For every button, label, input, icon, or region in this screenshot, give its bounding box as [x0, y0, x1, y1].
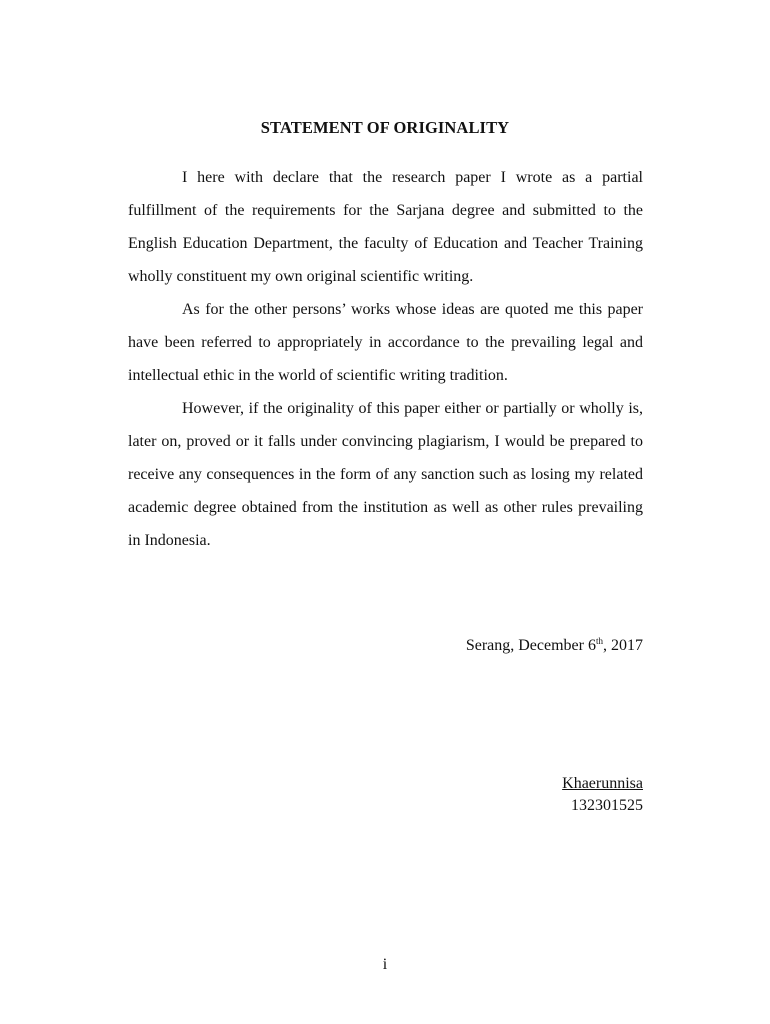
paragraph-references: As for the other persons’ works whose ideas are quoted me this paper have been referred to appropriately in accordance to the prevailing legal and intellectual ethic in the world of scientific writing tradition. [128, 301, 643, 384]
place-date [466, 636, 643, 655]
statement-body [128, 161, 643, 557]
signature-block [562, 773, 643, 817]
place-date-suffix: , 2017 [603, 637, 643, 654]
page-number: i [382, 956, 388, 973]
signatory-student-id: 132301525 [571, 797, 643, 814]
place-date-prefix: Serang, December 6 [465, 637, 596, 654]
signatory-name: Khaerunnisa [562, 775, 643, 792]
document-title: STATEMENT OF ORIGINALITY [260, 118, 510, 137]
paragraph-consequences: However, if the originality of this paper either or partially or wholly is, later on, proved or it falls under convincing plagiarism, I would be prepared to receive any consequences in the form of any sanction such as losing my related academic degree obtained from the institution as well as other rules prevailing in Indonesia. [128, 400, 643, 549]
paragraph-declaration: I here with declare that the research paper I wrote as a partial fulfillment of the requirements for the Sarjana degree and submitted to the English Education Department, the faculty of Education and Teacher Training wholly constituent my own original scientific writing. [128, 169, 643, 285]
place-date-superscript: th [595, 636, 603, 646]
